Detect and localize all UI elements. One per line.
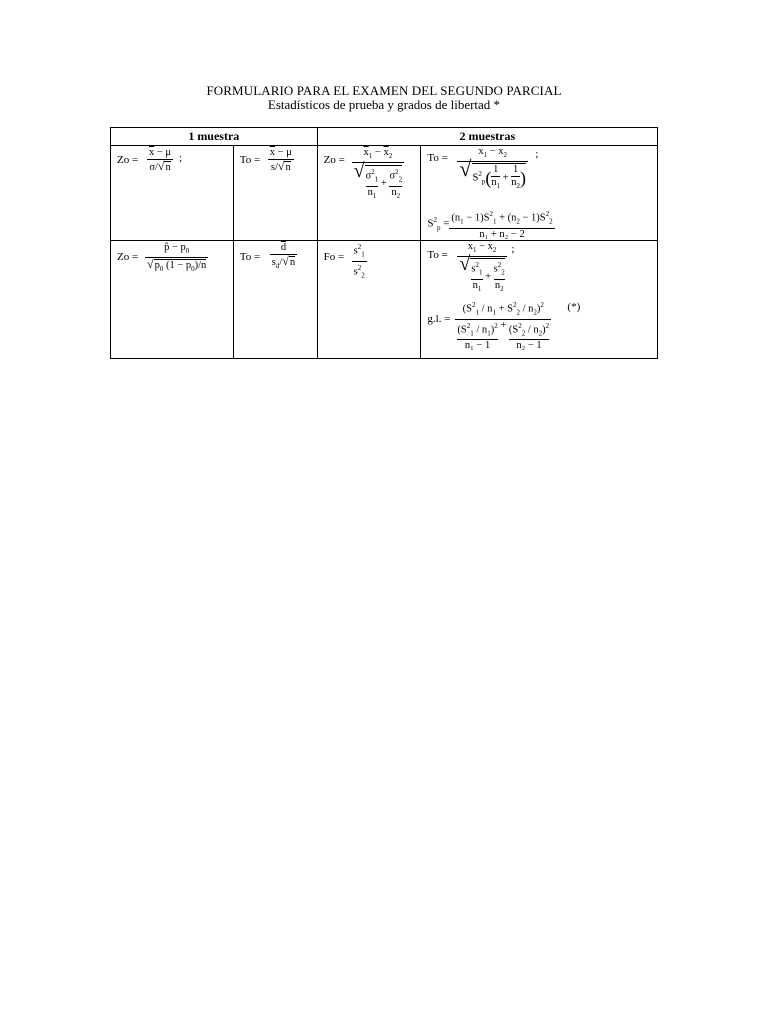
cell-t-one-mean xyxy=(233,146,317,241)
header-one-sample: 1 muestra xyxy=(111,128,318,146)
t-label: To = xyxy=(427,249,448,261)
footnote-marker: (*) xyxy=(567,301,581,313)
t-label: To = xyxy=(427,152,448,164)
table-row xyxy=(111,146,658,241)
cell-t-paired xyxy=(233,241,317,359)
t-pooled-formula: $\overline{x}_1 - \overline{x}_2$ $√S^2_p$( $\frac{1}{n_1}$ + $\frac{1}{n_2}$ ) xyxy=(459,146,527,191)
pooled-variance-formula: $\frac{(n_1 - 1)S^2_1 + (n_2 - 1)S^2_2}{\text{n₁ + n₂ − 2}}$ xyxy=(451,210,553,240)
z-label: Zo = xyxy=(117,154,139,166)
header-row xyxy=(111,128,658,146)
z-proportion-formula: $\frac{p̂ - p_0}{√p_0 (1 - p_0)/n}$ xyxy=(147,242,207,274)
t-paired-formula: $\frac{\overline{d}}{s_d/√n}$ xyxy=(271,242,296,271)
table-row xyxy=(111,241,658,359)
cell-z-proportion xyxy=(111,241,234,359)
t-label: To = xyxy=(239,154,261,166)
cell-t-welch xyxy=(421,241,658,359)
t-formula: $\frac{\overline{x} - \mu}{s/√n}$ xyxy=(269,147,292,173)
z-formula: $\frac{\overline{x} - \mu}{\sigma/√n}$ xyxy=(149,147,172,173)
page-title: FORMULARIO PARA EL EXAMEN DEL SEGUNDO PARCIAL xyxy=(206,83,562,98)
formula-table xyxy=(110,127,658,359)
t-label: To = xyxy=(239,251,261,263)
z-label: Zo = xyxy=(117,251,139,263)
header-two-samples: 2 muestras xyxy=(317,128,657,146)
f-label: Fo = xyxy=(323,251,345,263)
separator: ; xyxy=(535,148,539,160)
page-subtitle: Estadísticos de prueba y grados de libertad * xyxy=(267,97,501,112)
z-label: Zo = xyxy=(323,154,345,166)
degrees-of-freedom-label: g.l. = xyxy=(427,313,451,325)
t-welch-formula: $\overline{x}_1 - \overline{x}_2$ √ $\frac{s^2_1}{n_1}$ + $\frac{s^2_2}{n_2}$ xyxy=(459,241,505,293)
cell-z-two-means xyxy=(317,146,421,241)
separator: ; xyxy=(179,152,183,164)
cell-z-one-mean xyxy=(111,146,234,241)
separator: ; xyxy=(511,243,515,255)
cell-t-pooled xyxy=(421,146,658,241)
pooled-variance-symbol: $S^2_p$ = xyxy=(427,216,450,232)
z-two-formula: $\overline{x}_1 - \overline{x}_2$ √ $\frac{\sigma^2_1}{n_1}$ + $\frac{\sigma^2_2}{n_2}$ xyxy=(353,147,403,200)
cell-f-variances xyxy=(317,241,421,359)
degrees-of-freedom-formula: $(S^2_1 / n_1 + S^2_2 / n_2)^2$ $\frac{(S^2_1 / n_1)^2}{\text{n₁ − 1}}$ + $\frac{(S^2_2 / n_2)^2}{\text{n₂ − 1}}$ xyxy=(457,301,550,352)
f-formula: $\frac{s^2_1}{s^2_2}$ xyxy=(353,243,365,280)
